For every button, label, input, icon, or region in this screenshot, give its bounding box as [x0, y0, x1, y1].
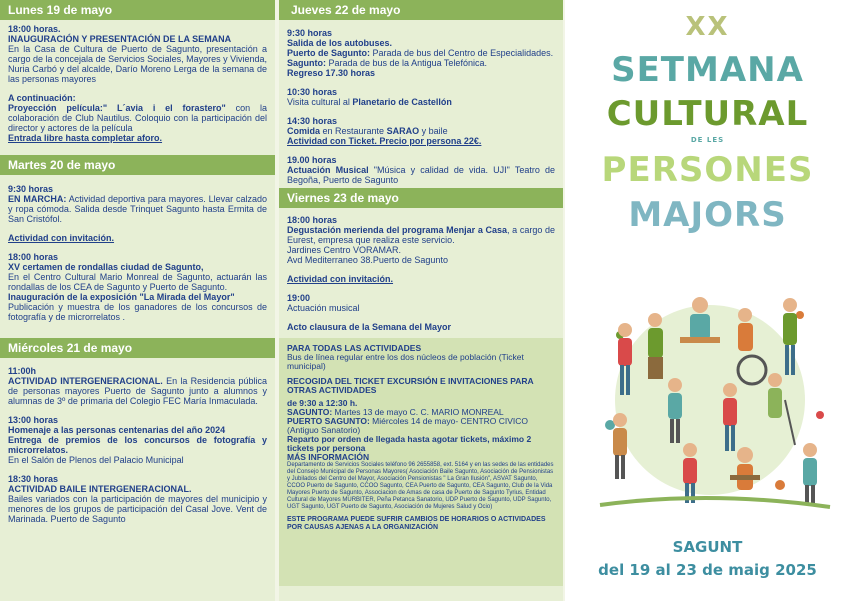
- day-header-tuesday: Martes 20 de mayo: [0, 155, 275, 175]
- info-heading: RECOGIDA DEL TICKET EXCURSIÓN E INVITACIONES PARA OTRAS ACTIVIDADES: [287, 376, 534, 395]
- info-label: PUERTO SAGUNTO:: [287, 416, 370, 426]
- time: 18:30 horas: [8, 474, 59, 484]
- info-box: [279, 338, 563, 586]
- cover-majors: MAJORS: [628, 195, 787, 235]
- event-description: En la Casa de Cultura de Puerto de Sagunto, presentación a cargo de la concejala de Servicios Sociales, Mayores y Vivienda, Nuria Carbó y del alcalde, Darío Moreno Lerga de la semana de las personas mayores: [8, 44, 267, 84]
- event-text: y baile: [419, 126, 448, 136]
- day-header-friday: Viernes 23 de mayo: [279, 188, 563, 208]
- cover-panel: [565, 0, 850, 601]
- time: 13:00 horas: [8, 415, 59, 425]
- event-description: Bailes variados con la participación de mayores del municipio y menores de los grupos de participación del Casal Jove. Vent de Marinada. Puerto de Sagunto: [8, 494, 267, 524]
- event-title: ACTIVIDAD BAILE INTERGENERACIONAL.: [8, 484, 192, 494]
- info-heading: PARA TODAS LAS ACTIVIDADES: [287, 343, 422, 353]
- entry-note: Entrada libre hasta completar aforo.: [8, 133, 163, 143]
- return-time: Regreso 17.30 horas: [287, 68, 376, 78]
- day-header-wednesday: Miércoles 21 de mayo: [0, 338, 275, 358]
- info-text: Martes 13 de mayo C. C. MARIO MONREAL: [332, 407, 504, 417]
- event-title: Comida: [287, 126, 321, 136]
- event-location: Jardines Centro VORAMAR.: [287, 245, 402, 255]
- label: A continuación:: [8, 93, 76, 103]
- wednesday-block: [0, 358, 275, 526]
- event-text: Actuación musical: [287, 303, 360, 313]
- event-title: EN MARCHA:: [8, 194, 67, 204]
- event-title: Entrega de premios de los concursos de fotografía y microrrelatos.: [8, 435, 267, 455]
- stop-label: Puerto de Sagunto:: [287, 48, 370, 58]
- event-text: Visita cultural al: [287, 97, 353, 107]
- film-description: con la colaboración de Club Nautilus. Coloquio con la participación del director y actores de la película: [8, 103, 267, 133]
- event-title: Inauguración de la exposición "La Mirada del Mayor": [8, 292, 235, 302]
- event-title: Acto clausura de la Semana del Mayor: [287, 322, 452, 332]
- time: 9:30 horas: [287, 28, 333, 38]
- event-place: SARAO: [386, 126, 420, 136]
- event-location: En el Salón de Plenos del Palacio Municipal: [8, 455, 184, 465]
- stop-text: Parada de bus del Centro de Especialidades.: [370, 48, 554, 58]
- event-title: Salida de los autobuses.: [287, 38, 393, 48]
- event-film: [8, 103, 267, 133]
- event-description: En la Residencia pública de personas mayores Puerto de Sagunto junto a alumnos y alumnas de 3º de primaria del Colegio FEC María Inmaculada.: [8, 376, 267, 406]
- friday-block: [279, 208, 563, 334]
- invitation-note: Actividad con invitación.: [287, 274, 394, 284]
- invitation-note: Actividad con invitación.: [8, 233, 115, 243]
- film-title: Proyección película:" L´avia i el forastero": [8, 103, 226, 113]
- time: 18:00 horas: [287, 215, 338, 225]
- disclaimer: ESTE PROGRAMA PUEDE SUFRIR CAMBIOS DE HORARIOS O ACTIVIDADES POR CAUSAS AJENAS A LA ORGANIZACIÓN: [287, 516, 546, 531]
- time: 18:00 horas: [8, 252, 59, 262]
- time: 10:30 horas: [287, 87, 338, 97]
- info-label: SAGUNTO:: [287, 407, 333, 417]
- day-header-monday: Lunes 19 de mayo: [0, 0, 275, 20]
- event-text: en Restaurante: [320, 126, 387, 136]
- event-description: "Música y calidad de vida. UJI" Teatro de Begoña, Puerto de Sagunto: [287, 165, 555, 185]
- time: 18:00 horas.: [8, 24, 61, 34]
- cover-persones: PERSONES: [601, 150, 814, 190]
- info-text: Miércoles 14 de mayo- CENTRO CIVICO (Antiguo Sanatorio): [287, 416, 529, 435]
- cover-de-les: DE LES: [690, 136, 725, 144]
- panel-thursday-friday: [279, 0, 563, 601]
- day-header-thursday: Jueves 22 de mayo: [279, 0, 563, 20]
- stop-label: Sagunto:: [287, 58, 326, 68]
- tuesday-block: [0, 175, 275, 324]
- monday-block: [0, 20, 275, 145]
- event-title: ACTIVIDAD INTERGENERACIONAL.: [8, 376, 163, 386]
- event-title: Actuación Musical: [287, 165, 369, 175]
- panel-monday-tuesday-wednesday: [0, 0, 275, 601]
- event-title: Homenaje a las personas centenarias del año 2024: [8, 425, 226, 435]
- time: 9:30 horas: [8, 184, 54, 194]
- cover-city: SAGUNT: [672, 538, 743, 556]
- event-description: , a cargo de Eurest, empresa que realiza este servicio.: [287, 225, 555, 245]
- time: 19:00: [287, 293, 311, 303]
- info-text: Bus de línea regular entre los dos núcleos de población (Ticket municipal): [287, 352, 524, 371]
- ticket-note: Actividad con Ticket. Precio por persona 22€.: [287, 136, 482, 146]
- cover-setmana: SETMANA: [611, 50, 804, 90]
- event-title: XV certamen de rondallas ciudad de Sagunto,: [8, 262, 204, 272]
- cover-cultural: CULTURAL: [606, 94, 809, 134]
- info-hours: de 9:30 a 12:30 h.: [287, 398, 358, 408]
- event-address: Avd Mediterraneo 38.Puerto de Sagunto: [287, 255, 448, 265]
- cover-dates: del 19 al 23 de maig 2025: [598, 561, 817, 579]
- thursday-block: [279, 20, 563, 187]
- info-heading: MÁS INFORMACIÓN: [287, 452, 370, 462]
- event-title: Degustación merienda del programa Menjar a Casa: [287, 225, 507, 235]
- time: 19.00 horas: [287, 155, 337, 165]
- event-place: Planetario de Castellón: [352, 97, 452, 107]
- event-title: INAUGURACIÓN Y PRESENTACIÓN DE LA SEMANA: [8, 34, 232, 44]
- info-distribution: Reparto por orden de llegada hasta agotar tickets, máximo 2 tickets por persona: [287, 434, 532, 453]
- event-description: Publicación y muestra de los ganadores de los concursos de fotografía y de microrrelatos .: [8, 302, 267, 322]
- stop-text: Parada de bus de la Antigua Telefónica.: [326, 58, 487, 68]
- cover-edition: XX: [685, 12, 730, 42]
- time: 11:00h: [8, 366, 37, 376]
- time: 14:30 horas: [287, 116, 338, 126]
- elderly-activities-illustration: [580, 275, 845, 520]
- event-description: Actividad deportiva para mayores. Llevar calzado y ropa cómoda. Salida desde Trinquet Sagunto hasta Ermita de San Cristófol.: [8, 194, 267, 224]
- event-description: En el Centro Cultural Mario Monreal de Sagunto, actuarán las rondallas de los CEA de Sagunto y Puerto de Sagunto.: [8, 272, 267, 292]
- info-small-print: Departamento de Servicios Sociales teléfono 96 2655858, ext. 5164 y en las sedes de las entidades del Consejo Municipal de Personas Mayores( Asociación Baile Sagunto, Asociación de Pensionistas y Jubilados del Centro del Mayor, Asociación Pensionistas " La Gran Ilusión", ASVAT Sagunto, CCOO Puerto de Sagunto, CCOO Sagunto, CEA Puerto de Sagunto, CEA Sagunto, Club de la Vida Mayores Puerto de Sagunto, Associacion de Amas de casa de Puerto de Sagunto Tyrius, Entidad Cultural de Mayores MURBITER, Peña Petanca Sanatorio, UDP Puerto de Sagunto, UDP Sagunto, UGT Sagunto, UGT Puerto de Sagunto, Asociación de Mujeres Salud y Ocio): [287, 462, 554, 510]
